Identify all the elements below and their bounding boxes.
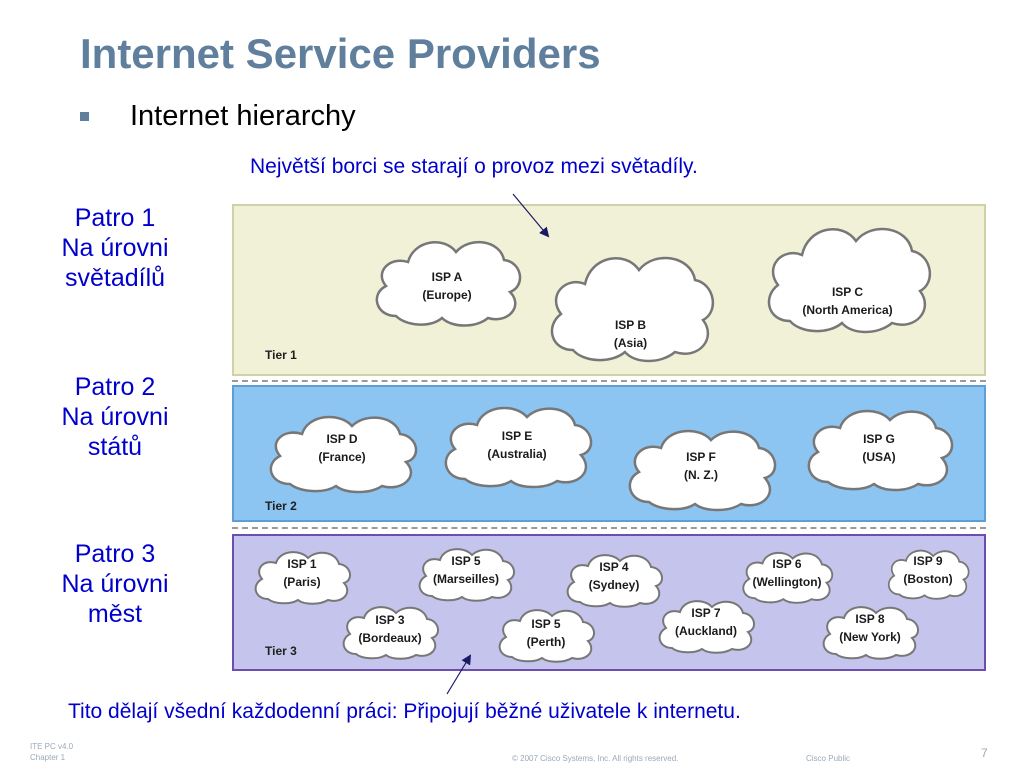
slide-title: Internet Service Providers (80, 30, 601, 77)
page-number: 7 (981, 746, 988, 760)
cloud-isp-g-name: ISP G (863, 432, 895, 446)
cloud-isp-5-marseilles-name: ISP 5 (451, 554, 481, 568)
level-1-line-2: Na úrovni (61, 234, 169, 262)
cloud-isp-a-name: ISP A (431, 270, 463, 284)
cloud-isp-a-place: (Europe) (422, 288, 472, 302)
cloud-isp-c-name: ISP C (831, 285, 864, 299)
cloud-isp-7-place: (Auckland) (674, 624, 737, 638)
level-3-line-1: Patro 3 (74, 540, 156, 568)
cloud-isp-e-place: (Australia) (487, 447, 547, 461)
cloud-isp-d-name: ISP D (326, 432, 358, 446)
cloud-isp-3-name: ISP 3 (375, 613, 405, 627)
footer-classification: Cisco Public (806, 754, 851, 763)
level-3-line-2: Na úrovni (61, 570, 169, 598)
tier-1-label: Tier 1 (265, 348, 297, 362)
cloud-isp-b-place: (Asia) (613, 336, 648, 350)
cloud-isp-d-place: (France) (318, 450, 366, 464)
cloud-isp-5-marseilles-place: (Marseilles) (432, 572, 500, 586)
cloud-isp-6-place: (Wellington) (752, 575, 822, 589)
cloud-isp-f-place: (N. Z.) (684, 468, 718, 482)
footer-course: ITE PC v4.0 (30, 742, 74, 751)
cloud-isp-9-name: ISP 9 (913, 554, 943, 568)
level-1-line-3: světadílů (64, 264, 166, 292)
cloud-isp-8-name: ISP 8 (855, 612, 885, 626)
annotation-top: Největší borci se starají o provoz mezi světadíly. (250, 155, 698, 178)
cloud-isp-c-place: (North America) (802, 303, 893, 317)
cloud-isp-4-name: ISP 4 (599, 560, 629, 574)
cloud-isp-e-name: ISP E (501, 429, 533, 443)
cloud-isp-6-name: ISP 6 (772, 557, 802, 571)
annotation-bottom: Tito dělají všední každodenní práci: Připojují běžné uživatele k internetu. (68, 700, 741, 723)
tier-2-label: Tier 2 (265, 499, 297, 513)
arrow-to-tier-1 (513, 194, 548, 236)
cloud-isp-f-name: ISP F (686, 450, 716, 464)
level-1-line-1: Patro 1 (74, 204, 156, 232)
cloud-isp-5-perth-place: (Perth) (526, 635, 566, 649)
cloud-isp-1-place: (Paris) (283, 575, 321, 589)
cloud-isp-7-name: ISP 7 (691, 606, 721, 620)
cloud-isp-8-place: (New York) (839, 630, 901, 644)
footer-course-info (30, 741, 73, 763)
footer-chapter: Chapter 1 (30, 753, 66, 762)
cloud-isp-g-place: (USA) (862, 450, 896, 464)
cloud-isp-1-name: ISP 1 (287, 557, 317, 571)
level-2-line-1: Patro 2 (74, 373, 156, 401)
level-2-line-2: Na úrovni (61, 403, 169, 431)
arrow-to-tier-3 (447, 656, 470, 694)
cloud-isp-4-place: (Sydney) (588, 578, 640, 592)
cloud-isp-3-place: (Bordeaux) (358, 631, 422, 645)
cloud-isp-b-name: ISP B (614, 318, 647, 332)
cloud-isp-5-perth-name: ISP 5 (531, 617, 561, 631)
footer-copyright: © 2007 Cisco Systems, Inc. All rights reserved. (512, 754, 679, 763)
level-2-line-3: států (87, 433, 143, 461)
bullet-text: Internet hierarchy (130, 100, 356, 132)
level-3-line-3: měst (87, 600, 143, 628)
cloud-isp-9-place: (Boston) (903, 572, 953, 586)
tier-3-label: Tier 3 (265, 644, 297, 658)
